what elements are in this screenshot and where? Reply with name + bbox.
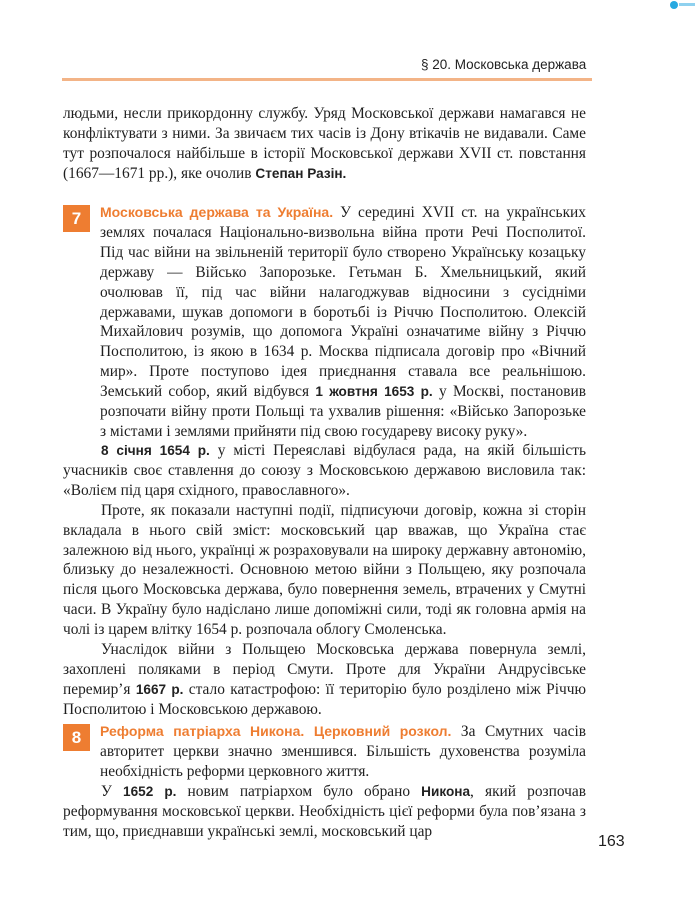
paragraph-text: стало катастрофою: її територію було розділено між Річчю Посполитою і Московською державою.	[63, 680, 586, 718]
section-number-badge: 7	[63, 205, 90, 232]
paragraph-text: , який розпочав реформування московської церкви. Необхідність цієї реформи була пов’язана з тим, що, приєднавши українські землі, московський цар	[63, 783, 586, 840]
section-text: За Смутних часів авторитет церкви значно зменшився. Більшість духовенства розуміла необхідність реформи церковного життя.	[100, 723, 587, 780]
intro-paragraph	[63, 104, 586, 184]
intro-text: людьми, несли прикордонну службу. Уряд Московської держави намагався не конфліктувати з ними. За звичаєм тих часів із Дону втікачів не видавали. Саме тут розпочалося найбільше в історії Московської держави XVII ст. повстання (1667—1671 рр.), яке очолив	[63, 105, 586, 182]
date-highlight: 1652 р.	[123, 784, 177, 799]
date-highlight: 8 січня 1654 р.	[101, 443, 210, 458]
section-7-lead	[100, 203, 586, 442]
section-text: У середині XVII ст. на українських землях почалася Національно-визвольна війна проти Речі Посполитої. Під час війни на звільненій території було створено Українську козацьку державу — Військо Запорозьке. Гетьман Б. Хмельницький, який очолював її, під час війни налагоджував відносини з сусідніми державами, шукав допомоги в боротьбі із Річчю Посполитою. Олексій Михайлович розумів, що допомога Україні означатиме війну з Річчю Посполитою, із якою в 1634 р. Москва підписала договір про «Вічний мир». Проте поступово ідея приєднання ставала все реальнішою. Земський собор, який відбувся	[100, 204, 586, 401]
section-number-badge: 8	[63, 724, 90, 751]
paragraph-text: Унаслідок війни з Польщею Московська держава повернула землі, захоплені поляками в період Смути. Проте для України Андрусівське перемир’я	[63, 641, 586, 698]
name-highlight: Никона	[421, 784, 471, 799]
section-title: Реформа патріарха Никона. Церковний розкол.	[100, 723, 452, 739]
running-header: § 20. Московська держава	[421, 57, 587, 72]
publisher-mark-icon	[669, 0, 697, 12]
paragraph-text: у місті Переяславі відбулася рада, на якій більшість учасників своє ставлення до союзу з Московською державою висловила так: «Волієм під царя східного, православного».	[63, 442, 586, 499]
intro-leader: Степан Разін.	[255, 165, 347, 181]
date-highlight: 1 жовтня 1653 р.	[315, 384, 433, 400]
section-7-body	[63, 441, 586, 720]
section-8-lead	[100, 722, 586, 782]
page-number: 163	[598, 833, 625, 850]
section-text: у Москві, постановив розпочати війну проти Польщі та ухвалив рішення: «Військо Запорозьке з містами і землями прийняти під свою государеву високу руку».	[100, 383, 587, 440]
paragraph-text: новим патріархом було обрано	[176, 783, 422, 800]
header-rule	[62, 78, 592, 81]
paragraph-text: У	[101, 783, 124, 800]
date-highlight: 1667 р.	[135, 681, 184, 697]
section-8-body	[63, 782, 586, 842]
paragraph: Проте, як показали наступні події, підписуючи договір, кожна зі сторін вкладала в нього свій зміст: московський цар вважав, що Україна стає залежною від нього, українці ж розраховували на широку державну автономію, близьку до незалежності. Основною метою війни з Польщею, яку розпочала після цього Московська держава, було повернення земель, втрачених у Смутні часи. В Україну було надіслано лише допоміжні сили, тоді як головна армія на чолі із царем влітку 1654 р. розпочала облогу Смоленська.	[63, 501, 586, 639]
section-title: Московська держава та Україна.	[100, 204, 334, 220]
